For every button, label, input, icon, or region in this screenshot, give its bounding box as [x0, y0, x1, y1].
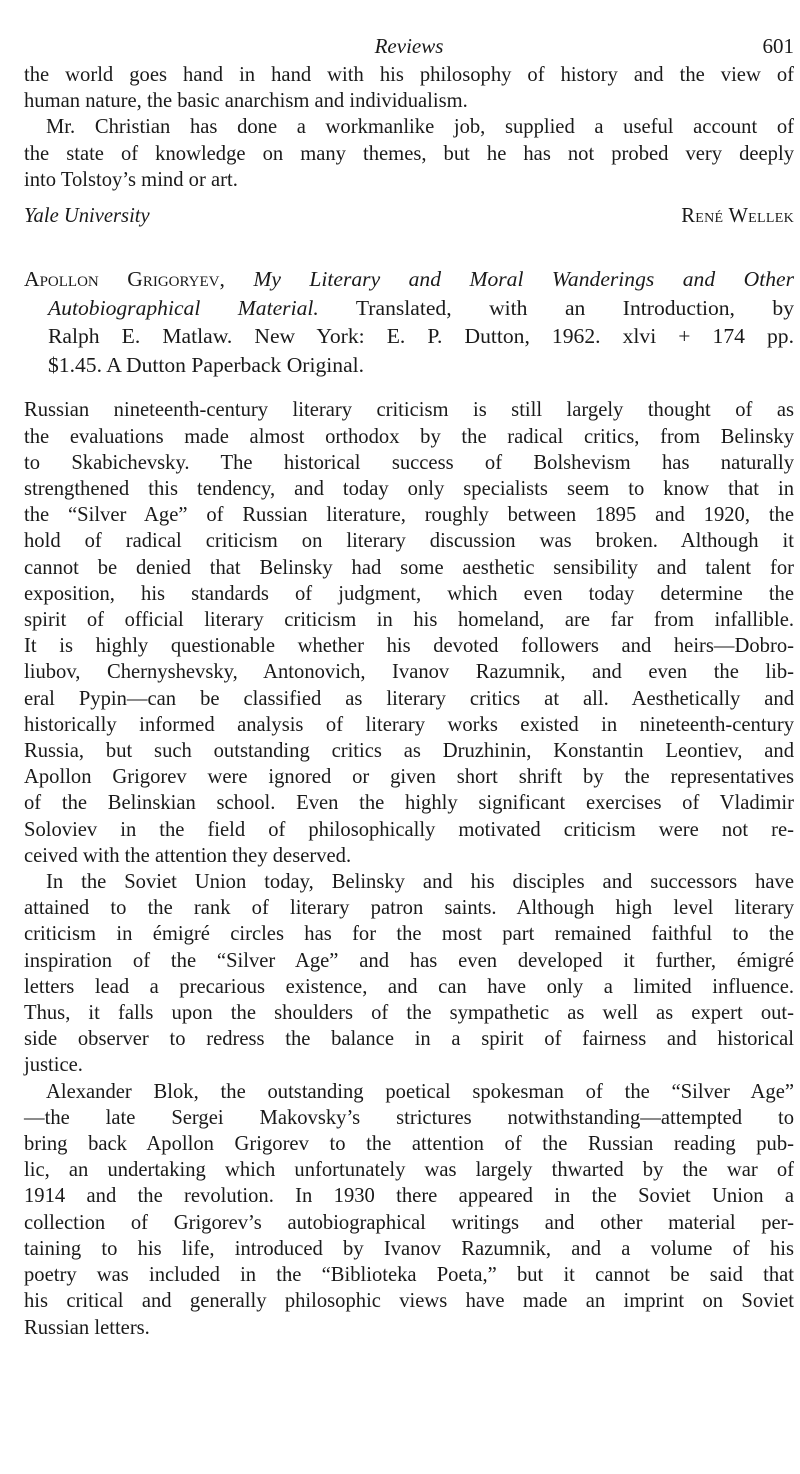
text-line: letters lead a precarious existence, and can have only a limited influence. — [24, 975, 794, 998]
book-title: My Literary and Moral Wanderings and Other — [253, 267, 794, 292]
translator-note: Translated, with an Introduction, by — [355, 295, 794, 320]
text-line: exposition, his standards of judgment, which even today determine the — [24, 582, 794, 605]
text-line: 1914 and the revolution. In 1930 there appeared in the Soviet Union a — [24, 1185, 794, 1208]
text-line: cannot be denied that Belinsky had some aesthetic sensibility and talent for — [24, 556, 794, 579]
previous-review-ending — [24, 62, 794, 193]
text-line: In the Soviet Union today, Belinsky and his disciples and successors have — [46, 871, 794, 894]
text-line: —the late Sergei Makovsky’s strictures notwithstanding—attempted to — [24, 1106, 794, 1129]
text-line: poetry was included in the “Biblioteka Poeta,” but it cannot be said that — [24, 1264, 794, 1287]
text-line: spirit of official literary criticism in his homeland, are far from infallible. — [24, 609, 794, 632]
text-line: collection of Grigorev’s autobiographical writings and other material per- — [24, 1211, 794, 1234]
text-line: lic, an undertaking which unfortunately was largely thwarted by the war of — [24, 1159, 794, 1182]
page-header — [24, 0, 794, 62]
text-line: the evaluations made almost orthodox by the radical critics, from Belinsky — [24, 425, 794, 448]
text-line: historically informed analysis of literary works existed in nineteenth-century — [24, 713, 794, 736]
text-line: the world goes hand in hand with his philosophy of history and the view of — [24, 64, 794, 86]
review-body — [24, 397, 794, 1340]
text-line: human nature, the basic anarchism and individualism. — [24, 90, 468, 113]
running-head: Reviews — [374, 34, 444, 58]
review-citation — [24, 265, 794, 379]
text-line: liubov, Chernyshevsky, Antonovich, Ivanov Razumnik, and even the lib- — [24, 661, 794, 684]
book-author: Apollon Grigoryev, — [24, 267, 225, 292]
page-number: 601 — [762, 34, 794, 58]
text-line: hold of radical criticism on literary discussion was broken. Although it — [24, 530, 794, 553]
reviewer-name: René Wellek — [681, 205, 794, 228]
page — [24, 0, 794, 1341]
text-line: Alexander Blok, the outstanding poetical spokesman of the “Silver Age” — [46, 1080, 794, 1103]
text-line: taining to his life, introduced by Ivanov Razumnik, and a volume of his — [24, 1237, 794, 1260]
text-line: ceived with the attention they deserved. — [24, 844, 352, 867]
citation-line: $1.45. A Dutton Paperback Original. — [48, 352, 365, 377]
text-line: Russian letters. — [24, 1316, 150, 1339]
text-line: attained to the rank of literary patron saints. Although high level literary — [24, 897, 794, 920]
text-line: eral Pypin—can be classified as literary critics at all. Aesthetically and — [24, 687, 794, 710]
book-title-continued: Autobiographical Material. — [48, 295, 319, 320]
reviewer-signature — [24, 205, 794, 231]
text-line: bring back Apollon Grigorev to the attention of the Russian reading pub- — [24, 1133, 794, 1156]
text-line: inspiration of the “Silver Age” and has even developed it further, émigré — [24, 949, 794, 972]
text-line: the state of knowledge on many themes, but he has not probed very deeply — [24, 142, 794, 165]
text-line: the “Silver Age” of Russian literature, roughly between 1895 and 1920, the — [24, 504, 794, 527]
text-line: Mr. Christian has done a workmanlike job, supplied a useful account of — [46, 116, 794, 139]
citation-line: Ralph E. Matlaw. New York: E. P. Dutton, 1962. xlvi + 174 pp. — [48, 324, 794, 349]
text-line: of the Belinskian school. Even the highly significant exercises of Vladimir — [24, 792, 794, 815]
text-line: criticism in émigré circles has for the most part remained faithful to the — [24, 923, 794, 946]
citation-line — [24, 265, 794, 294]
text-line: Soloviev in the field of philosophically motivated criticism were not re- — [24, 818, 794, 841]
text-line: Russian nineteenth-century literary criticism is still largely thought of as — [24, 399, 794, 422]
text-line: into Tolstoy’s mind or art. — [24, 168, 238, 191]
citation-line — [24, 294, 794, 323]
text-line: Apollon Grigorev were ignored or given short shrift by the representatives — [24, 766, 794, 789]
text-line: It is highly questionable whether his devoted followers and heirs—Dobro- — [24, 635, 794, 658]
text-line: to Skabichevsky. The historical success of Bolshevism has naturally — [24, 451, 794, 474]
text-line: Thus, it falls upon the shoulders of the sympathetic as well as expert out- — [24, 1002, 794, 1025]
text-line: justice. — [24, 1054, 83, 1077]
text-line: his critical and generally philosophic views have made an imprint on Soviet — [24, 1290, 794, 1313]
text-line: strengthened this tendency, and today only specialists seem to know that in — [24, 478, 794, 500]
text-line: side observer to redress the balance in a spirit of fairness and historical — [24, 1028, 794, 1051]
text-line: Russia, but such outstanding critics as Druzhinin, Konstantin Leontiev, and — [24, 740, 794, 763]
reviewer-affiliation: Yale University — [24, 205, 150, 228]
